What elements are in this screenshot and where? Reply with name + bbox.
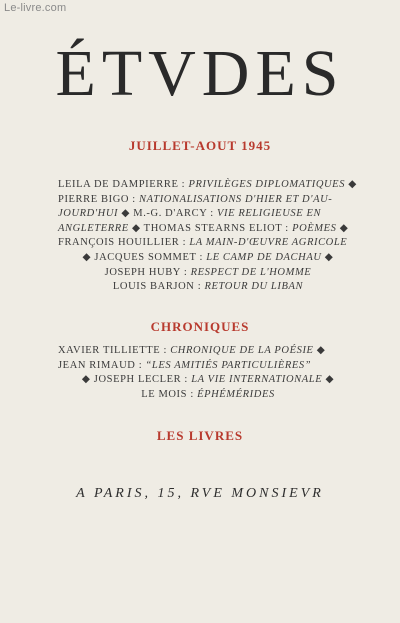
article-author: ◆ THOMAS STEARNS ELIOT : — [128, 222, 293, 234]
chronique-author: ◆ — [322, 374, 335, 386]
article-author: ◆ — [345, 179, 357, 190]
chronique-line — [58, 373, 358, 388]
chronique-author: XAVIER TILLIETTE : — [58, 345, 171, 356]
article-title: ANGLETERRE — [58, 222, 129, 234]
article-author: ◆ — [336, 222, 349, 234]
chronique-title: ÉPHÉMÉRIDES — [197, 388, 275, 400]
article-title: POÈMES — [292, 222, 337, 234]
article-line — [58, 207, 358, 222]
article-author: FRANÇOIS HOUILLIER : — [58, 237, 190, 249]
article-author: ◆ — [321, 251, 334, 263]
article-author: ◆ JACQUES SOMMET : — [82, 251, 207, 263]
article-author: LOUIS BARJON : — [112, 281, 205, 293]
article-line — [58, 222, 358, 237]
chronique-title: “LES AMITIÉS PARTICULIÈRES” — [145, 359, 312, 371]
article-title: JOURD'HUI — [58, 208, 119, 220]
article-line — [58, 178, 358, 193]
article-title: LE CAMP DE DACHAU — [206, 251, 322, 263]
chroniques-heading: CHRONIQUES — [150, 319, 250, 334]
article-line — [58, 193, 358, 208]
article-title: LA MAIN-D'ŒUVRE AGRICOLE — [189, 237, 348, 249]
chronique-author: ◆ — [313, 345, 326, 356]
publisher-address: A PARIS, 15, RVE MONSIEVR — [76, 486, 324, 501]
article-title: VIE RELIGIEUSE EN — [216, 208, 322, 220]
article-author: PIERRE BIGO : — [58, 193, 140, 205]
livres-heading: LES LIVRES — [156, 428, 244, 443]
article-title: PRIVILÈGES DIPLOMATIQUES — [188, 179, 346, 190]
article-list — [58, 178, 358, 295]
article-title: NATIONALISATIONS D'HIER ET D'AU- — [139, 193, 333, 205]
issue-date: JUILLET-AOUT 1945 — [128, 138, 272, 153]
chronique-line — [58, 344, 358, 359]
watermark: Le-livre.com — [4, 2, 67, 14]
chroniques-list — [58, 344, 358, 402]
chronique-author: JEAN RIMAUD : — [58, 359, 146, 371]
article-line — [58, 251, 358, 266]
chronique-author: ◆ JOSEPH LECLER : — [81, 374, 192, 386]
chronique-title: CHRONIQUE DE LA POÉSIE — [170, 345, 314, 356]
article-title: RETOUR DU LIBAN — [204, 281, 304, 293]
article-line — [58, 236, 358, 251]
masthead-title: ÉTVDES — [55, 37, 345, 110]
article-author: ◆ M.-G. D'ARCY : — [118, 208, 217, 220]
chronique-line — [58, 359, 358, 374]
article-line — [58, 266, 358, 281]
article-line — [58, 280, 358, 295]
article-author: JOSEPH HUBY : — [104, 266, 191, 278]
chronique-title: LA VIE INTERNATIONALE — [191, 374, 323, 386]
article-title: RESPECT DE L'HOMME — [190, 266, 312, 278]
chronique-author: LE MOIS : — [141, 388, 198, 400]
chronique-line — [58, 388, 358, 403]
article-author: LEILA DE DAMPIERRE : — [58, 179, 189, 190]
